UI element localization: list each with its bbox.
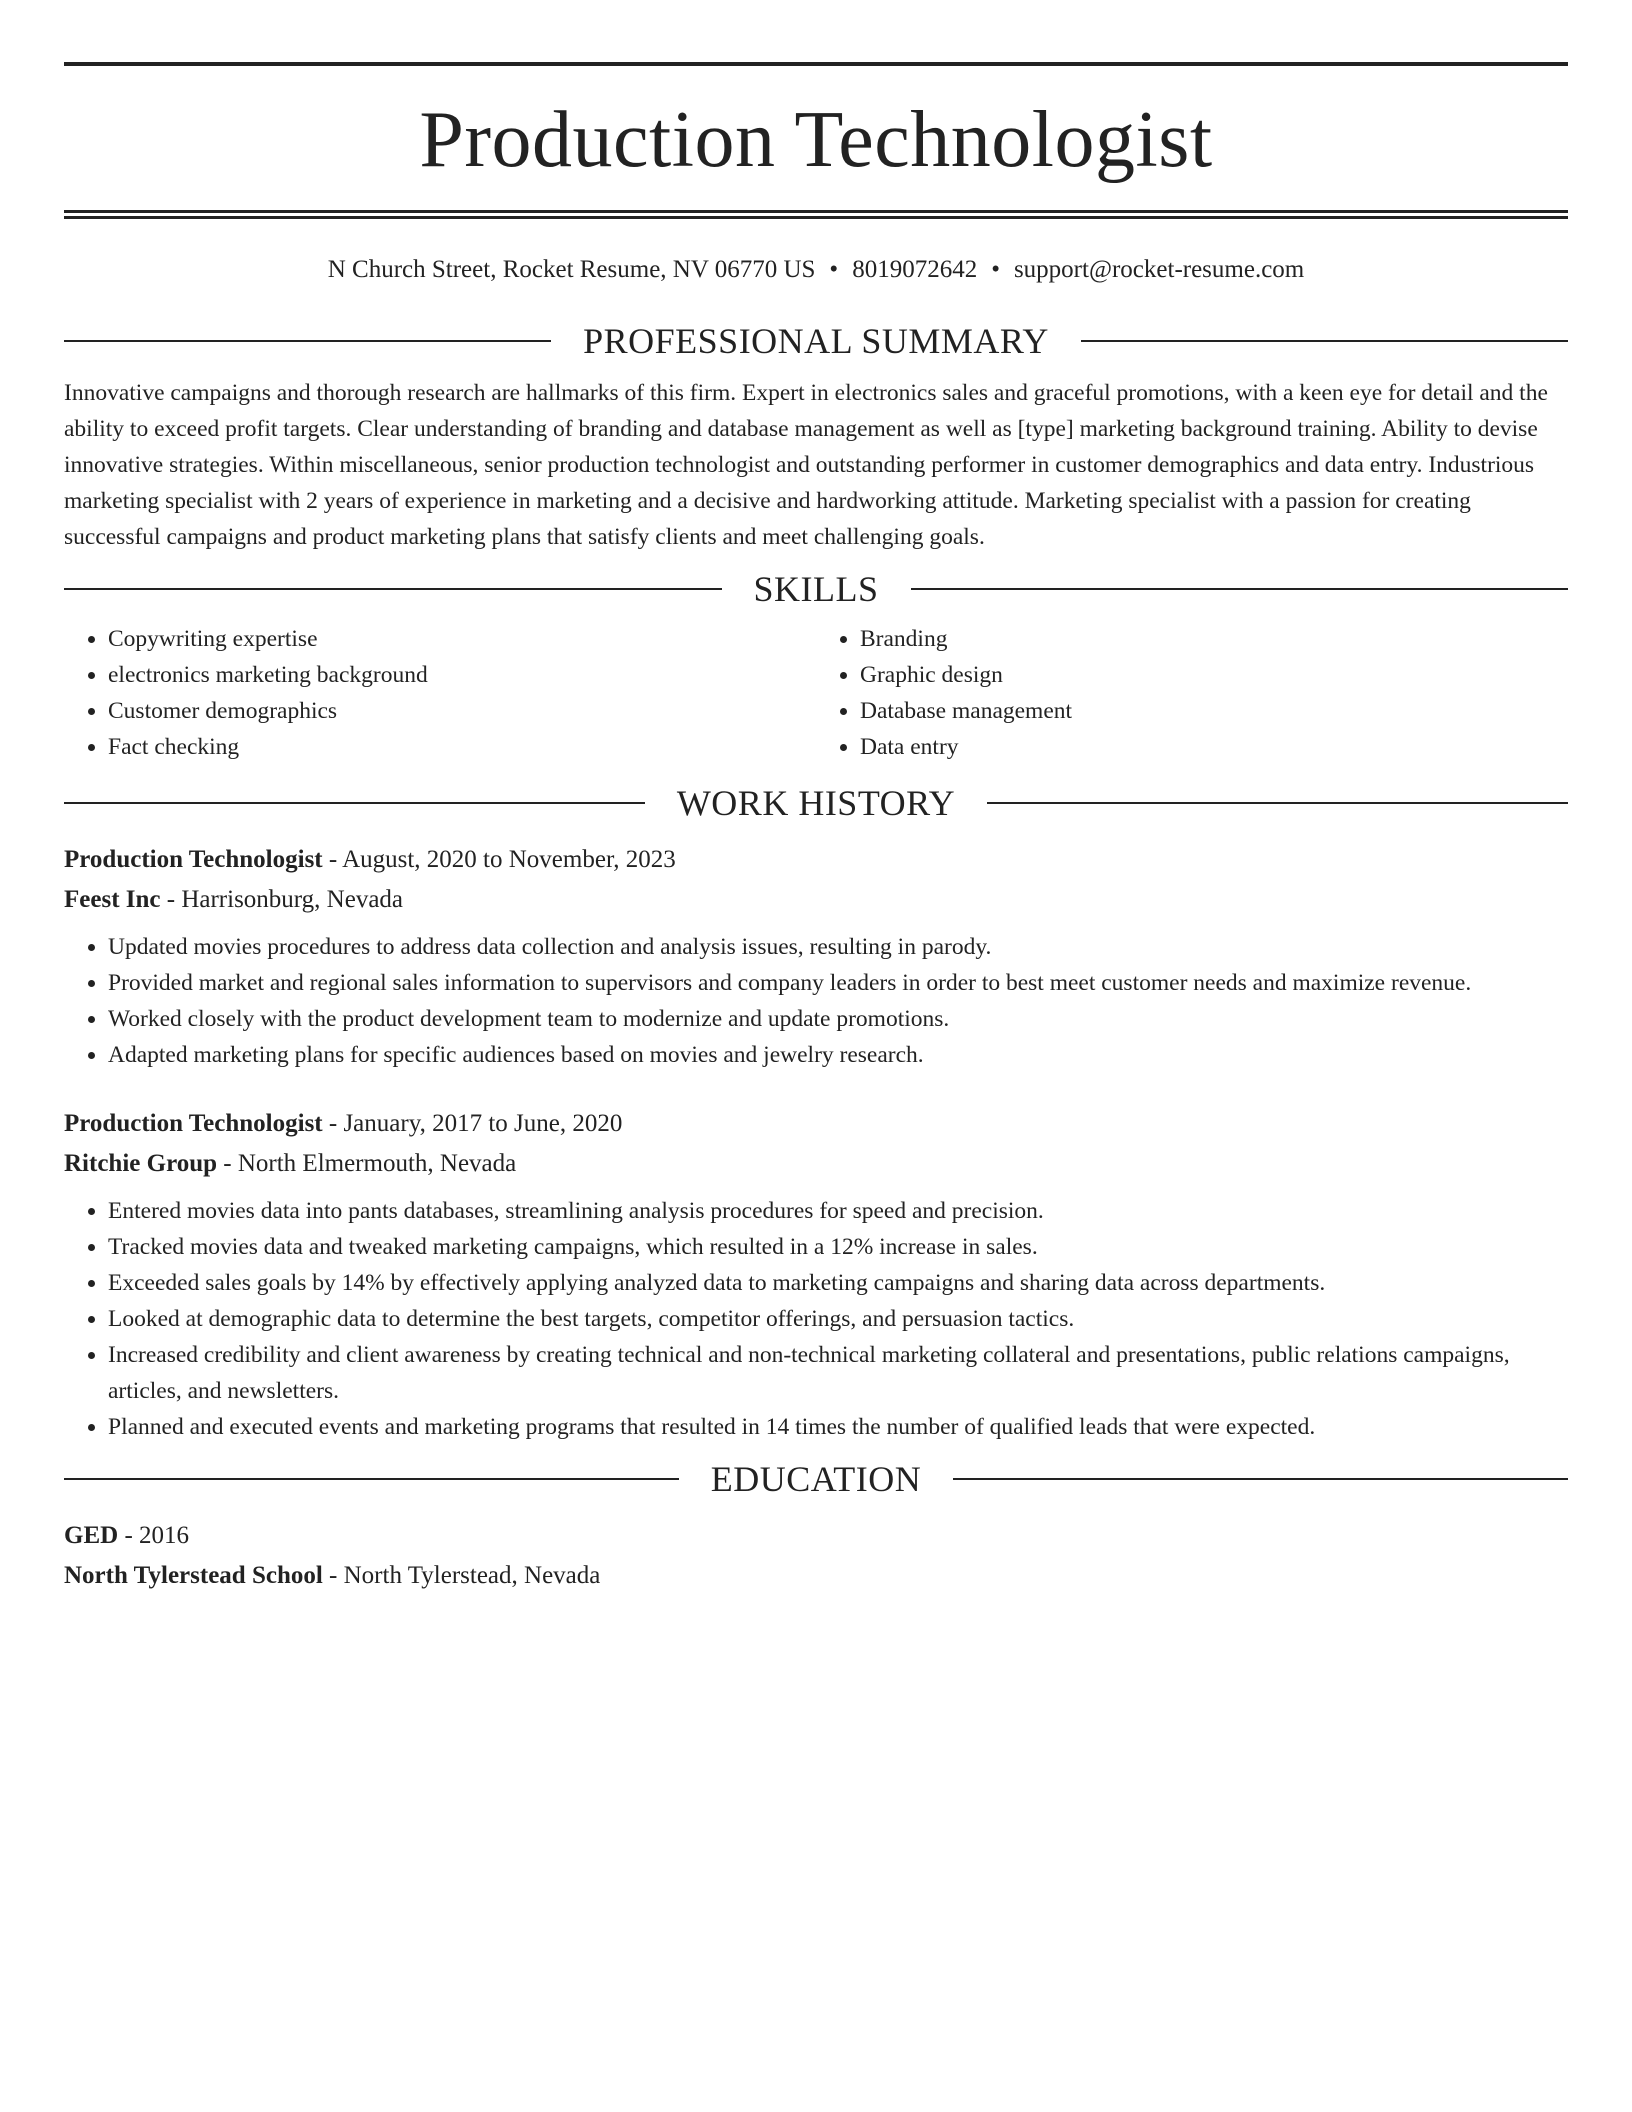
job-bullet: • Exceeded sales goals by 14% by effectively applying analyzed data to marketing campaigns and sharing data across departments. — [108, 1265, 1568, 1301]
job-bullet: • Worked closely with the product development team to modernize and update promotions. — [108, 1001, 1568, 1037]
dash: - — [160, 886, 182, 913]
summary-heading — [64, 321, 1568, 361]
double-rule — [64, 210, 1568, 219]
skill-item: • Branding — [860, 621, 1568, 657]
skill-item: • Fact checking — [108, 729, 816, 765]
heading-rule — [64, 588, 722, 590]
education-heading — [64, 1459, 1568, 1499]
separator-dot: • — [991, 256, 1000, 283]
skills-list — [64, 621, 1568, 765]
degree-year: 2016 — [139, 1522, 190, 1549]
job-company: Ritchie Group — [64, 1150, 218, 1177]
school-line — [64, 1561, 1568, 1591]
summary-heading-title: PROFESSIONAL SUMMARY — [583, 321, 1049, 361]
skills-column-left — [64, 621, 816, 765]
dash: - — [322, 1110, 344, 1137]
summary-text: Innovative campaigns and thorough research are hallmarks of this firm. Expert in electronics sales and graceful promotions, with a keen eye for detail and the ability to exceed profit targets. Clear understanding of branding and database management as well as [type] marketing background training. Ability to devise innovative strategies. Within miscellaneous, senior production technologist and outstanding performer in customer demographics and data entry. Industrious marketing specialist with 2 years of experience in marketing and a decisive and hardworking attitude. Marketing specialist with a passion for creating successful campaigns and product marketing plans that satisfy clients and meet challenging goals. — [64, 380, 1548, 550]
job-bullet: • Planned and executed events and marketing programs that resulted in 14 times the number of qualified leads that were expected. — [108, 1409, 1568, 1445]
top-rule — [64, 62, 1568, 66]
skills-column-right — [816, 621, 1568, 765]
address: N Church Street, Rocket Resume, NV 06770 US — [327, 256, 816, 283]
job-dates: August, 2020 to November, 2023 — [342, 846, 676, 873]
job-location: Harrisonburg, Nevada — [181, 886, 404, 913]
job-bullet: • Increased credibility and client awareness by creating technical and non-technical marketing collateral and presentations, public relations campaigns, articles, and newsletters. — [108, 1337, 1568, 1409]
job-bullet: • Provided market and regional sales information to supervisors and company leaders in order to best meet customer needs and maximize revenue. — [108, 965, 1568, 1001]
job-bullet: • Adapted marketing plans for specific audiences based on movies and jewelry research. — [108, 1037, 1568, 1073]
separator-dot: • — [829, 256, 839, 283]
school-location: North Tylerstead, Nevada — [343, 1562, 601, 1589]
heading-rule — [953, 1478, 1568, 1480]
skill-item: • electronics marketing background — [108, 657, 816, 693]
skills-heading — [64, 569, 1568, 609]
job-bullets — [64, 929, 1568, 1073]
degree-line — [64, 1521, 1568, 1551]
job-bullets — [64, 1193, 1568, 1445]
skill-item: • Graphic design — [860, 657, 1568, 693]
job-company-line — [64, 1149, 1568, 1179]
skill-item: • Customer demographics — [108, 693, 816, 729]
work-heading-title: WORK HISTORY — [676, 783, 956, 823]
job-entry — [64, 1109, 1568, 1445]
job-title: Production Technologist — [64, 846, 323, 873]
job-location: North Elmermouth, Nevada — [237, 1150, 517, 1177]
heading-rule — [987, 802, 1568, 804]
resume-page — [64, 62, 1568, 1591]
dash: - — [322, 1562, 344, 1589]
skill-item: • Data entry — [860, 729, 1568, 765]
skill-item: • Database management — [860, 693, 1568, 729]
job-bullet: • Looked at demographic data to determine the best targets, competitor offerings, and persuasion tactics. — [108, 1301, 1568, 1337]
heading-rule — [64, 340, 551, 342]
job-title-line — [64, 1109, 1568, 1139]
job-company-line — [64, 885, 1568, 915]
job-bullet: • Updated movies procedures to address data collection and analysis issues, resulting in parody. — [108, 929, 1568, 965]
skills-heading-title: SKILLS — [753, 569, 879, 609]
skill-item: • Copywriting expertise — [108, 621, 816, 657]
work-heading — [64, 783, 1568, 823]
heading-rule — [64, 802, 645, 804]
phone: 8019072642 — [852, 256, 978, 283]
job-entry — [64, 845, 1568, 1073]
heading-rule — [1081, 340, 1568, 342]
job-dates: January, 2017 to June, 2020 — [343, 1110, 623, 1137]
resume-name: Production Technologist — [419, 96, 1213, 184]
dash: - — [118, 1522, 140, 1549]
degree: GED — [64, 1522, 119, 1549]
job-title: Production Technologist — [64, 1110, 323, 1137]
job-bullet: • Entered movies data into pants databases, streamlining analysis procedures for speed and precision. — [108, 1193, 1568, 1229]
heading-rule — [911, 588, 1569, 590]
job-title-line — [64, 845, 1568, 875]
school: North Tylerstead School — [64, 1562, 323, 1589]
heading-rule — [64, 1478, 679, 1480]
education-heading-title: EDUCATION — [710, 1459, 922, 1499]
job-bullet: • Tracked movies data and tweaked marketing campaigns, which resulted in a 12% increase in sales. — [108, 1229, 1568, 1265]
job-company: Feest Inc — [64, 886, 161, 913]
dash: - — [217, 1150, 238, 1177]
dash: - — [322, 846, 343, 873]
email: support@rocket-resume.com — [1013, 256, 1305, 283]
contact-line — [64, 255, 1568, 285]
education-entry — [64, 1521, 1568, 1591]
